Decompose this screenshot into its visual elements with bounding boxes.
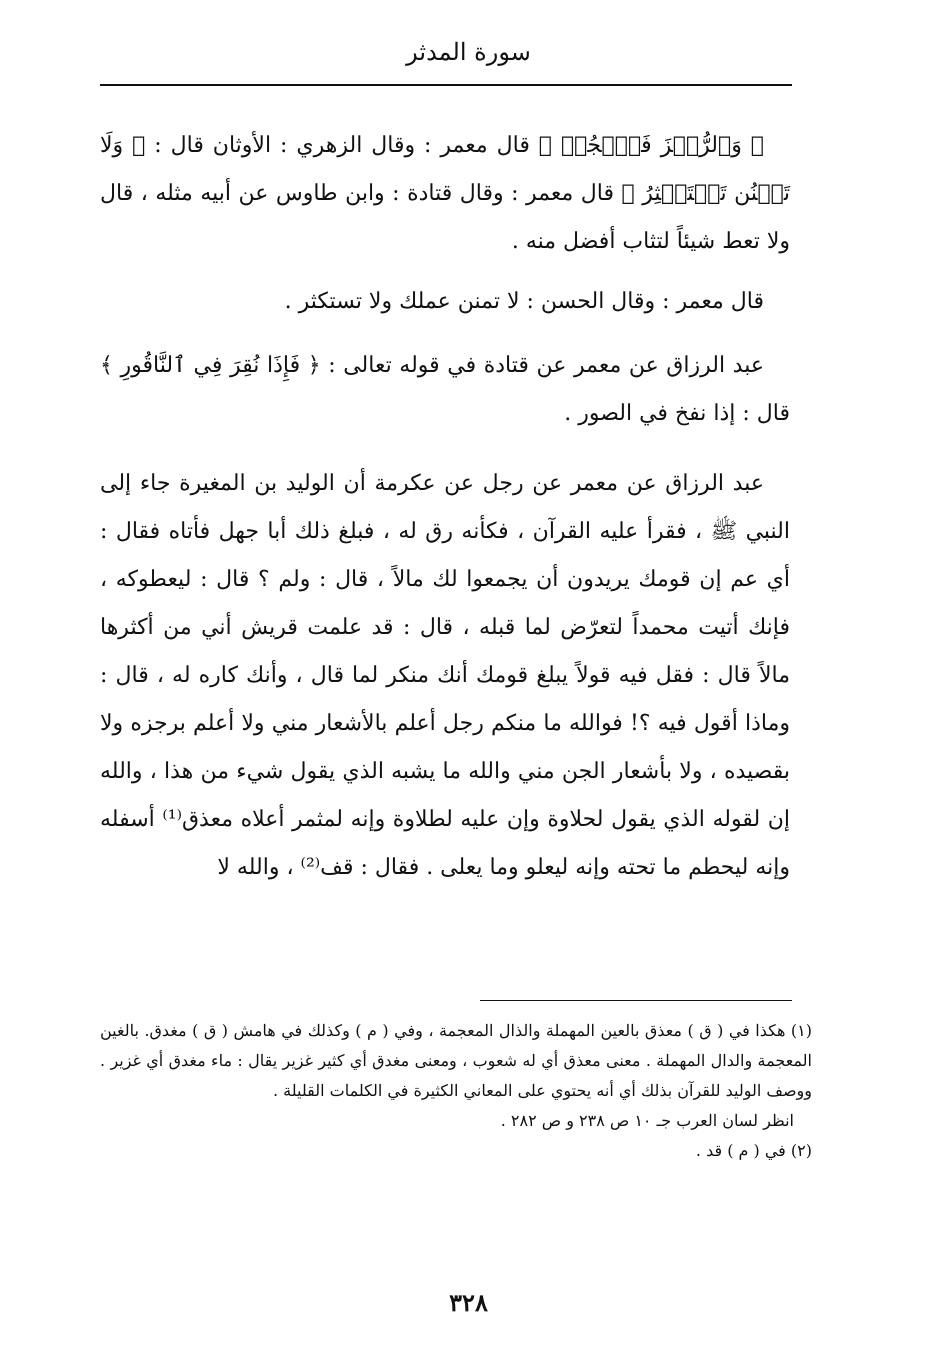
paragraph-2: قال معمر : وقال الحسن : لا تمنن عملك ولا تستكثر . [284,289,764,314]
paragraph-4: عبد الرزاق عن معمر عن رجل عن عكرمة أن الوليد بن المغيرة جاء إلى النبي ﷺ ، فقرأ عليه القرآن ، فكأنه رق له ، فبلغ ذلك أبا جهل فأتاه فقال : أي عم إن قومك يريدون أن يجمعوا لك مالاً ، قال : ولم ؟ قال : ليعطوكه ، فإنك أتيت محمداً لتعرّض لما قبله ، قال : قد علمت قريش أني من أكثرها مالاً قال : فقل فيه قولاً يبلغ قومك أنك منكر لما قال ، وأنك كاره له ، قال : وماذا أقول فيه ؟! فوالله ما منكم رجل أعلم بالأشعار مني ولا أعلم برجزه ولا بقصيده ، ولا بأشعار الجن مني والله ما يشبه الذي يقول شيء من هذا ، والله إن لقوله الذي يقول لحلاوة وإن عليه لطلاوة وإنه لمثمر أعلاه معذق⁽¹⁾ أسفله وإنه ليحطم ما تحته وإنه ليعلو وما يعلى . فقال : قف⁽²⁾ ، والله لا [100,471,790,880]
header-divider [100,84,792,86]
footnote-2: (٢) في ( م ) قد . [695,1141,812,1160]
footnote-1: (١) هكذا في ( ق ) معذق بالعين المهملة والذال المعجمة ، وفي ( م ) وكذلك في هامش ( ق ) مغدق. بالغين المعجمة والدال المهملة . معنى معذق أي له شعوب ، ومعنى مغدق أي كثير غزير يقال : ماء مغدق أي غزير . ووصف الوليد للقرآن بذلك أي أنه يحتوي على المعاني الكثيرة في الكلمات القليلة . [100,1021,812,1100]
main-text [100,122,790,892]
footnote-1-reference: انظر لسان العرب جـ ١٠ ص ٢٣٨ و ص ٢٨٢ . [500,1111,794,1130]
paragraph-1: ﴿ وَٱلرُّجۡزَ فَٱهۡجُرۡ ﴾ قال معمر : وقال الزهري : الأوثان قال : ﴿ وَلَا تَمۡنُن تَسۡتَكۡثِرُ ﴾ قال معمر : وقال قتادة : وابن طاوس عن أبيه مثله ، قال ولا تعط شيئاً لتثاب أفضل منه . [100,133,790,254]
surah-title: سورة المدثر [406,38,531,66]
footnotes [100,1016,812,1166]
footnote-divider [480,1000,792,1001]
page-number: ٣٢٨ [449,1288,488,1317]
paragraph-3: عبد الرزاق عن معمر عن قتادة في قوله تعالى : ﴿ فَإِذَا نُقِرَ فِي ٱلنَّاقُورِ ﴾ قال : إذا نفخ في الصور . [100,353,790,426]
